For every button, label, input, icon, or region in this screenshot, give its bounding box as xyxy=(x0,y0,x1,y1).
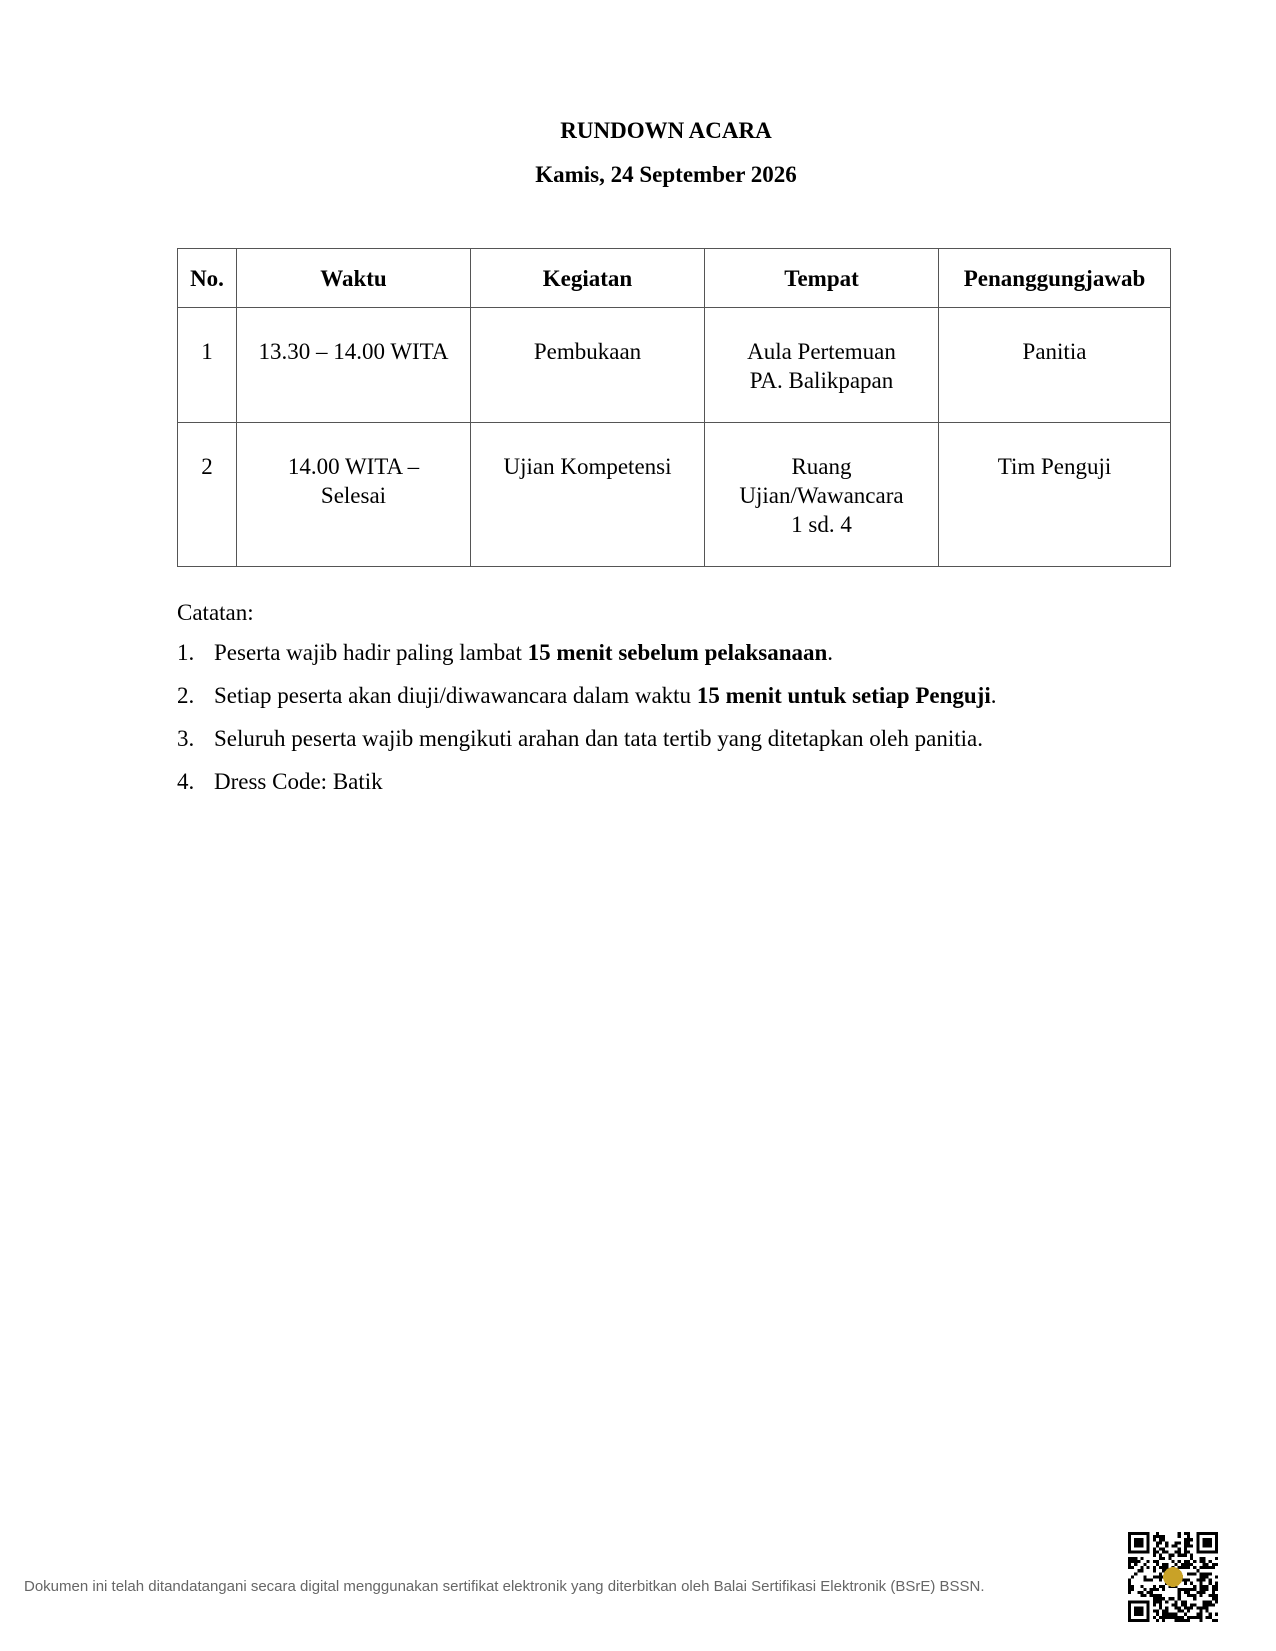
column-header-tempat: Tempat xyxy=(705,249,939,308)
digital-signature-footer: Dokumen ini telah ditandatangani secara digital menggunakan sertifikat elektronik yang diterbitkan oleh Balai Sertifikasi Elektronik (BSrE) BSSN. xyxy=(24,1578,985,1595)
document-title: RUNDOWN ACARA xyxy=(560,118,772,143)
list-item xyxy=(177,769,1177,812)
column-header-no: No. xyxy=(178,249,237,308)
list-item-number: 2. xyxy=(177,683,195,708)
cell-no: 1 xyxy=(178,308,237,423)
cell-tempat-line: Ruang xyxy=(791,454,852,479)
list-item-number: 1. xyxy=(177,640,195,665)
notes-list xyxy=(177,640,1177,812)
cell-waktu-line: 13.30 – 14.00 WITA xyxy=(258,339,449,364)
column-header-kegiatan: Kegiatan xyxy=(471,249,705,308)
notes-heading: Catatan: xyxy=(177,600,254,625)
cell-tempat xyxy=(705,308,939,423)
table-header-row xyxy=(178,249,1171,308)
cell-tempat xyxy=(705,423,939,567)
cell-penanggungjawab: Tim Penguji xyxy=(939,423,1171,567)
table-row xyxy=(178,423,1171,567)
note-text: . xyxy=(827,640,834,665)
list-item xyxy=(177,726,1177,769)
note-emphasis: 15 menit sebelum pelaksanaan xyxy=(527,640,828,665)
note-text: Peserta wajib hadir paling lambat xyxy=(214,640,528,665)
cell-tempat-line: Ujian/Wawancara xyxy=(739,483,904,508)
list-item-text xyxy=(214,769,383,795)
list-item-text xyxy=(214,640,833,666)
cell-tempat-line: PA. Balikpapan xyxy=(749,368,894,393)
list-item-text xyxy=(214,726,983,752)
cell-kegiatan: Ujian Kompetensi xyxy=(471,423,705,567)
cell-waktu xyxy=(237,308,471,423)
cell-no: 2 xyxy=(178,423,237,567)
rundown-table xyxy=(177,248,1171,567)
list-item-number: 3. xyxy=(177,726,195,751)
cell-waktu xyxy=(237,423,471,567)
column-header-waktu: Waktu xyxy=(237,249,471,308)
seal-icon xyxy=(1163,1567,1183,1587)
note-emphasis: 15 menit untuk setiap Penguji xyxy=(696,683,991,708)
list-item xyxy=(177,640,1177,683)
table-row xyxy=(178,308,1171,423)
column-header-penanggungjawab: Penanggungjawab xyxy=(939,249,1171,308)
list-item-number: 4. xyxy=(177,769,195,794)
note-text: Dress Code: Batik xyxy=(214,769,383,794)
cell-tempat-line: Aula Pertemuan xyxy=(747,339,896,364)
document-date: Kamis, 24 September 2026 xyxy=(535,162,797,187)
cell-kegiatan: Pembukaan xyxy=(471,308,705,423)
note-text: Seluruh peserta wajib mengikuti arahan dan tata tertib yang ditetapkan oleh panitia. xyxy=(214,726,983,751)
cell-waktu-line: Selesai xyxy=(320,483,387,508)
qr-code-icon xyxy=(1128,1532,1218,1622)
note-text: Setiap peserta akan diuji/diwawancara dalam waktu xyxy=(214,683,697,708)
cell-tempat-line: 1 sd. 4 xyxy=(791,512,852,537)
note-text: . xyxy=(990,683,997,708)
cell-waktu-line: 14.00 WITA – xyxy=(287,454,420,479)
cell-penanggungjawab: Panitia xyxy=(939,308,1171,423)
list-item-text xyxy=(214,683,997,709)
list-item xyxy=(177,683,1177,726)
